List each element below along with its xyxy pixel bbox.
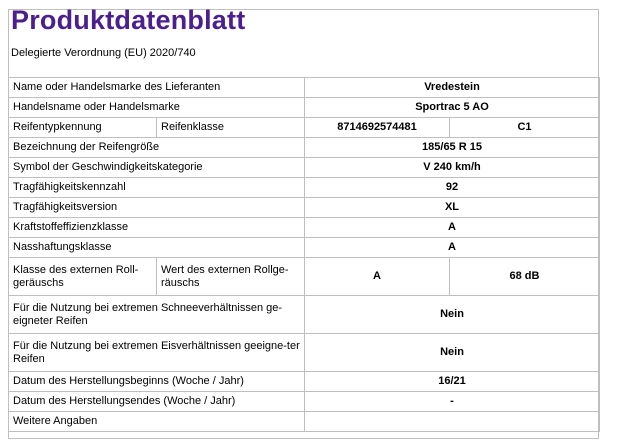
row-label: Datum des Herstellungsbeginns (Woche / Jahr)	[9, 372, 305, 392]
row-value	[305, 412, 600, 432]
table-row	[9, 296, 600, 334]
row-value: Vredestein	[305, 78, 600, 98]
row-label: Für die Nutzung bei extremen Eisverhältnissen geeigne-ter Reifen	[9, 334, 305, 372]
row-value: 92	[305, 178, 600, 198]
row-value: C1	[450, 118, 600, 138]
row-value: -	[305, 392, 600, 412]
row-label: Reifenklasse	[157, 118, 305, 138]
row-value: V 240 km/h	[305, 158, 600, 178]
row-label: Handelsname oder Handelsmarke	[9, 98, 305, 118]
table-row	[9, 392, 600, 412]
table-row	[9, 178, 600, 198]
table-row	[9, 158, 600, 178]
row-value: A	[305, 258, 450, 296]
table-row	[9, 334, 600, 372]
row-value: Nein	[305, 296, 600, 334]
row-label: Symbol der Geschwindigkeitskategorie	[9, 158, 305, 178]
table-row	[9, 218, 600, 238]
row-value: 185/65 R 15	[305, 138, 600, 158]
table-row	[9, 118, 600, 138]
table-row	[9, 372, 600, 392]
row-label: Für die Nutzung bei extremen Schneeverhältnissen ge-eigneter Reifen	[9, 296, 305, 334]
row-label: Tragfähigkeitskennzahl	[9, 178, 305, 198]
row-value: Nein	[305, 334, 600, 372]
row-label: Bezeichnung der Reifengröße	[9, 138, 305, 158]
row-label: Reifentypkennung	[9, 118, 157, 138]
row-label: Datum des Herstellungsendes (Woche / Jahr)	[9, 392, 305, 412]
row-label: Name oder Handelsmarke des Lieferanten	[9, 78, 305, 98]
row-label: Tragfähigkeitsversion	[9, 198, 305, 218]
row-value: 8714692574481	[305, 118, 450, 138]
table-row	[9, 198, 600, 218]
row-value: A	[305, 238, 600, 258]
table-row	[9, 238, 600, 258]
row-value: 16/21	[305, 372, 600, 392]
table-row	[9, 138, 600, 158]
row-value: Sportrac 5 AO	[305, 98, 600, 118]
table-row	[9, 412, 600, 432]
table-row	[9, 78, 600, 98]
row-label: Kraftstoffeffizienzklasse	[9, 218, 305, 238]
table-row	[9, 258, 600, 296]
row-value: XL	[305, 198, 600, 218]
row-value: A	[305, 218, 600, 238]
page-title: Produktdatenblatt	[11, 5, 246, 35]
row-label: Wert des externen Rollge-räuschs	[157, 258, 305, 296]
product-data-table	[8, 77, 600, 432]
row-label: Klasse des externen Roll-geräuschs	[9, 258, 157, 296]
row-label: Weitere Angaben	[9, 412, 305, 432]
regulation-subtitle: Delegierte Verordnung (EU) 2020/740	[11, 47, 196, 59]
row-value: 68 dB	[450, 258, 600, 296]
row-label: Nasshaftungsklasse	[9, 238, 305, 258]
table-row	[9, 98, 600, 118]
